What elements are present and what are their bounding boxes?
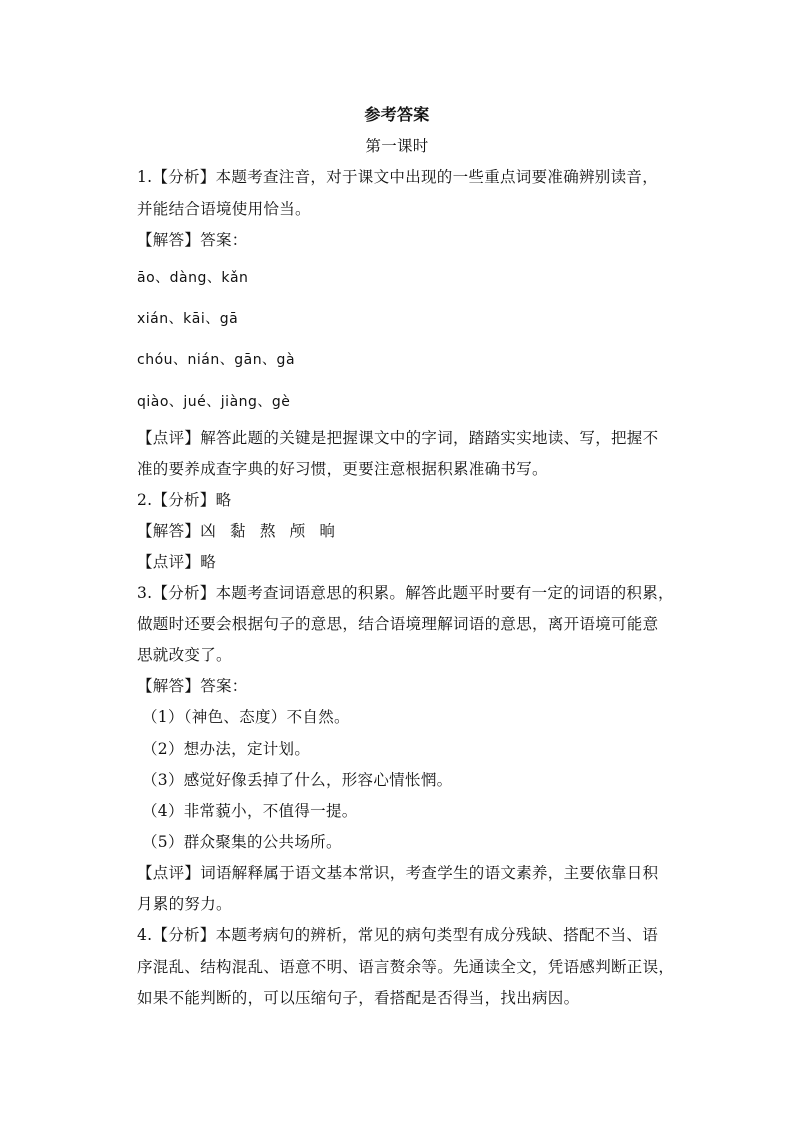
q3-analysis-line-1: 3.【分析】本题考查词语意思的积累。解答此题平时要有一定的词语的积累， xyxy=(137,584,674,602)
q2-comment: 【点评】略 xyxy=(137,553,217,571)
q4-analysis-line-3: 如果不能判断的，可以压缩句子，看搭配是否得当，找出病因。 xyxy=(137,989,580,1007)
q2-answer-word: 黏 xyxy=(230,522,246,540)
q2-answer-word: 熬 xyxy=(259,522,276,540)
q3-answer-label: 【解答】答案： xyxy=(137,677,248,695)
q4-analysis-line-2: 序混乱、结构混乱、语意不明、语言赘余等。先通读全文，凭语感判断正误， xyxy=(137,958,675,976)
q2-analysis: 2.【分析】略 xyxy=(137,491,232,509)
q1-answer-label: 【解答】答案： xyxy=(137,231,248,249)
q1-pinyin-line-2: xián、kāi、gā xyxy=(137,311,239,327)
q3-answer-item: （3）感觉好像丢掉了什么，形容心情怅惘。 xyxy=(142,771,453,789)
q4-analysis-line-1: 4.【分析】本题考病句的辨析，常见的病句类型有成分残缺、搭配不当、语 xyxy=(137,926,658,944)
q3-answer-item: （2）想办法，定计划。 xyxy=(142,740,311,758)
q1-pinyin-line-4: qiào、jué、jiàng、gè xyxy=(137,394,291,410)
q2-answer-label: 【解答】 xyxy=(137,522,201,540)
q2-answer-word: 凶 xyxy=(200,522,217,540)
q3-comment-line-1: 【点评】词语解释属于语文基本常识，考查学生的语文素养，主要依靠日积 xyxy=(137,864,659,882)
q1-pinyin-line-3: chóu、nián、gān、gà xyxy=(137,352,296,368)
q3-answer-item: （1）（神色、态度）不自然。 xyxy=(142,708,350,726)
q2-answer-word: 颅 xyxy=(289,522,306,540)
q3-answer-item: （4）非常藐小，不值得一提。 xyxy=(142,802,358,820)
q1-comment-line-2: 准的要养成查字典的好习惯，更要注意根据积累准确书写。 xyxy=(137,460,548,478)
q1-pinyin-line-1: āo、dàng、kǎn xyxy=(137,270,249,286)
q1-comment-line-1: 【点评】解答此题的关键是把握课文中的字词，踏踏实实地读、写，把握不 xyxy=(137,429,659,447)
q2-answer-word: 晌 xyxy=(319,522,336,540)
q3-answer-item: （5）群众聚集的公共场所。 xyxy=(142,833,342,851)
q2-answer-line xyxy=(137,519,349,541)
q3-analysis-line-2: 做题时还要会根据句子的意思，结合语境理解词语的意思，离开语境可能意 xyxy=(137,615,659,633)
document-title: 参考答案 xyxy=(364,105,430,124)
section-subtitle: 第一课时 xyxy=(365,137,429,155)
q1-analysis-line-1: 1.【分析】本题考查注音，对于课文中出现的一些重点词要准确辨别读音， xyxy=(137,168,658,186)
q3-analysis-line-3: 思就改变了。 xyxy=(137,646,232,664)
q1-analysis-line-2: 并能结合语境使用恰当。 xyxy=(137,200,311,218)
q3-comment-line-2: 月累的努力。 xyxy=(137,895,232,913)
